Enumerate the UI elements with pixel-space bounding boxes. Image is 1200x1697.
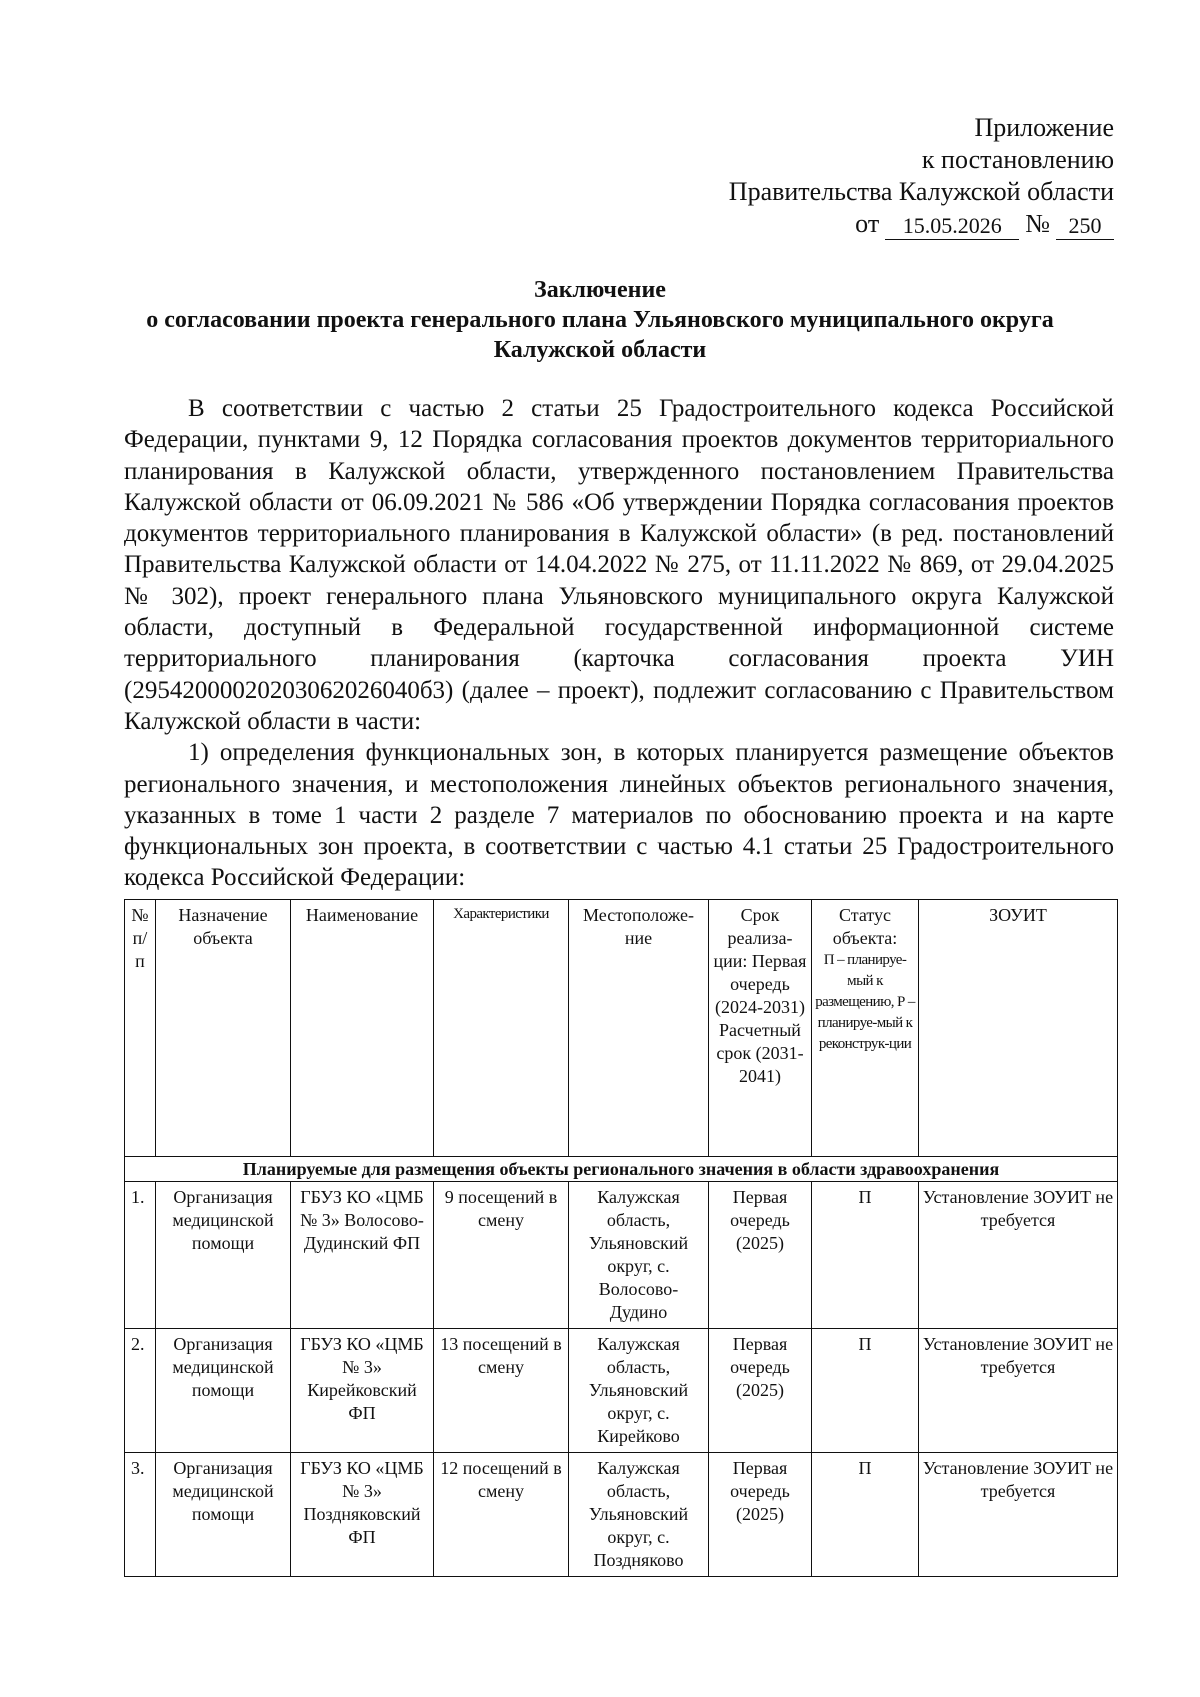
from-label: от	[855, 209, 880, 238]
appendix-line-3: Правительства Калужской области	[728, 177, 1114, 206]
appendix-line-1: Приложение	[974, 113, 1114, 142]
row-name: ГБУЗ КО «ЦМБ № 3» Кирейковский ФП	[291, 1329, 434, 1453]
row-purpose: Организация медицинской помощи	[156, 1453, 291, 1577]
body-paragraph-2: 1) определения функциональных зон, в которых планируется размещение объектов регионального значения, и местоположения линейных объектов регионального значения, указанных в томе 1 части 2 разделе 7 материалов по обоснованию проекта и на карте функциональных зон проекта, в соответствии с частью 4.1 статьи 25 Градостроительного кодекса Российской Федерации:	[124, 739, 1114, 892]
row-status: П	[812, 1329, 919, 1453]
row-characteristics: 12 посещений в смену	[434, 1453, 569, 1577]
header-status: Статус объекта:	[832, 905, 898, 948]
table-row	[125, 1182, 1118, 1329]
header-name: Наименование	[291, 900, 434, 1157]
row-num: 1.	[125, 1182, 156, 1329]
table-row	[125, 1453, 1118, 1577]
row-name: ГБУЗ КО «ЦМБ № 3» Волосово-Дудинский ФП	[291, 1182, 434, 1329]
row-zouit: Установление ЗОУИТ не требуется	[919, 1329, 1118, 1453]
document-body	[124, 393, 1114, 894]
section-title: Планируемые для размещения объекты регионального значения в области здравоохранения	[125, 1157, 1118, 1182]
row-term: Первая очередь (2025)	[709, 1453, 812, 1577]
appendix-date-number-line	[855, 208, 1114, 240]
table-header-row	[125, 900, 1118, 1157]
header-characteristics: Характеристики	[434, 900, 569, 1157]
row-zouit: Установление ЗОУИТ не требуется	[919, 1182, 1118, 1329]
table-row	[125, 1329, 1118, 1453]
header-num: № п/п	[125, 900, 156, 1157]
row-term: Первая очередь (2025)	[709, 1182, 812, 1329]
header-term: Срок реализа-ции: Первая очередь (2024-2031) Расчетный срок (2031-2041)	[709, 900, 812, 1157]
table-section-row	[125, 1157, 1118, 1182]
row-purpose: Организация медицинской помощи	[156, 1329, 291, 1453]
row-term: Первая очередь (2025)	[709, 1329, 812, 1453]
row-location: Калужская область, Ульяновский округ, с. Поздняково	[569, 1453, 709, 1577]
row-location: Калужская область, Ульяновский округ, с. Волосово-Дудино	[569, 1182, 709, 1329]
row-num: 3.	[125, 1453, 156, 1577]
body-paragraph-1: В соответствии с частью 2 статьи 25 Градостроительного кодекса Российской Федерации, пунктами 9, 12 Порядка согласования проектов документов территориального планирования в Калужской области, утвержденного постановлением Правительства Калужской области от 06.09.2021 № 586 «Об утверждении Порядка согласования проектов документов территориального планирования в Калужской области» (в ред. постановлений Правительства Калужской области от 14.04.2022 № 275, от 11.11.2022 № 869, от 29.04.2025 № 302), проект генерального плана Ульяновского муниципального округа Калужской области, доступный в Федеральной государственной информационной системе территориального планирования (карточка согласования проекта УИН (29542000020203062026040б3) (далее – проект), подлежит согласованию с Правительством Калужской области в части:	[124, 395, 1114, 735]
document-title	[0, 275, 1200, 365]
appendix-line-2: к постановлению	[921, 145, 1114, 174]
resolution-date: 15.05.2026	[885, 213, 1019, 240]
row-status: П	[812, 1182, 919, 1329]
row-status: П	[812, 1453, 919, 1577]
title-line-2: о согласовании проекта генерального плана Ульяновского муниципального округа	[146, 307, 1054, 333]
row-purpose: Организация медицинской помощи	[156, 1182, 291, 1329]
header-purpose: Назначение объекта	[156, 900, 291, 1157]
resolution-number: 250	[1056, 213, 1114, 240]
title-line-3: Калужской области	[493, 337, 707, 363]
title-line-1: Заключение	[534, 277, 666, 303]
row-location: Калужская область, Ульяновский округ, с. Кирейково	[569, 1329, 709, 1453]
header-location: Местоположе-ние	[569, 900, 709, 1157]
row-name: ГБУЗ КО «ЦМБ № 3» Поздняковский ФП	[291, 1453, 434, 1577]
header-zouit: ЗОУИТ	[919, 900, 1118, 1157]
header-status-cell	[812, 900, 919, 1157]
number-label: №	[1025, 209, 1050, 238]
row-num: 2.	[125, 1329, 156, 1453]
objects-table	[124, 899, 1118, 1577]
row-characteristics: 13 посещений в смену	[434, 1329, 569, 1453]
header-status-detail: П – планируе-мый к размещению, Р – планируе-мый к реконструк-ции	[815, 952, 915, 1052]
row-characteristics: 9 посещений в смену	[434, 1182, 569, 1329]
row-zouit: Установление ЗОУИТ не требуется	[919, 1453, 1118, 1577]
appendix-block	[729, 112, 1114, 240]
